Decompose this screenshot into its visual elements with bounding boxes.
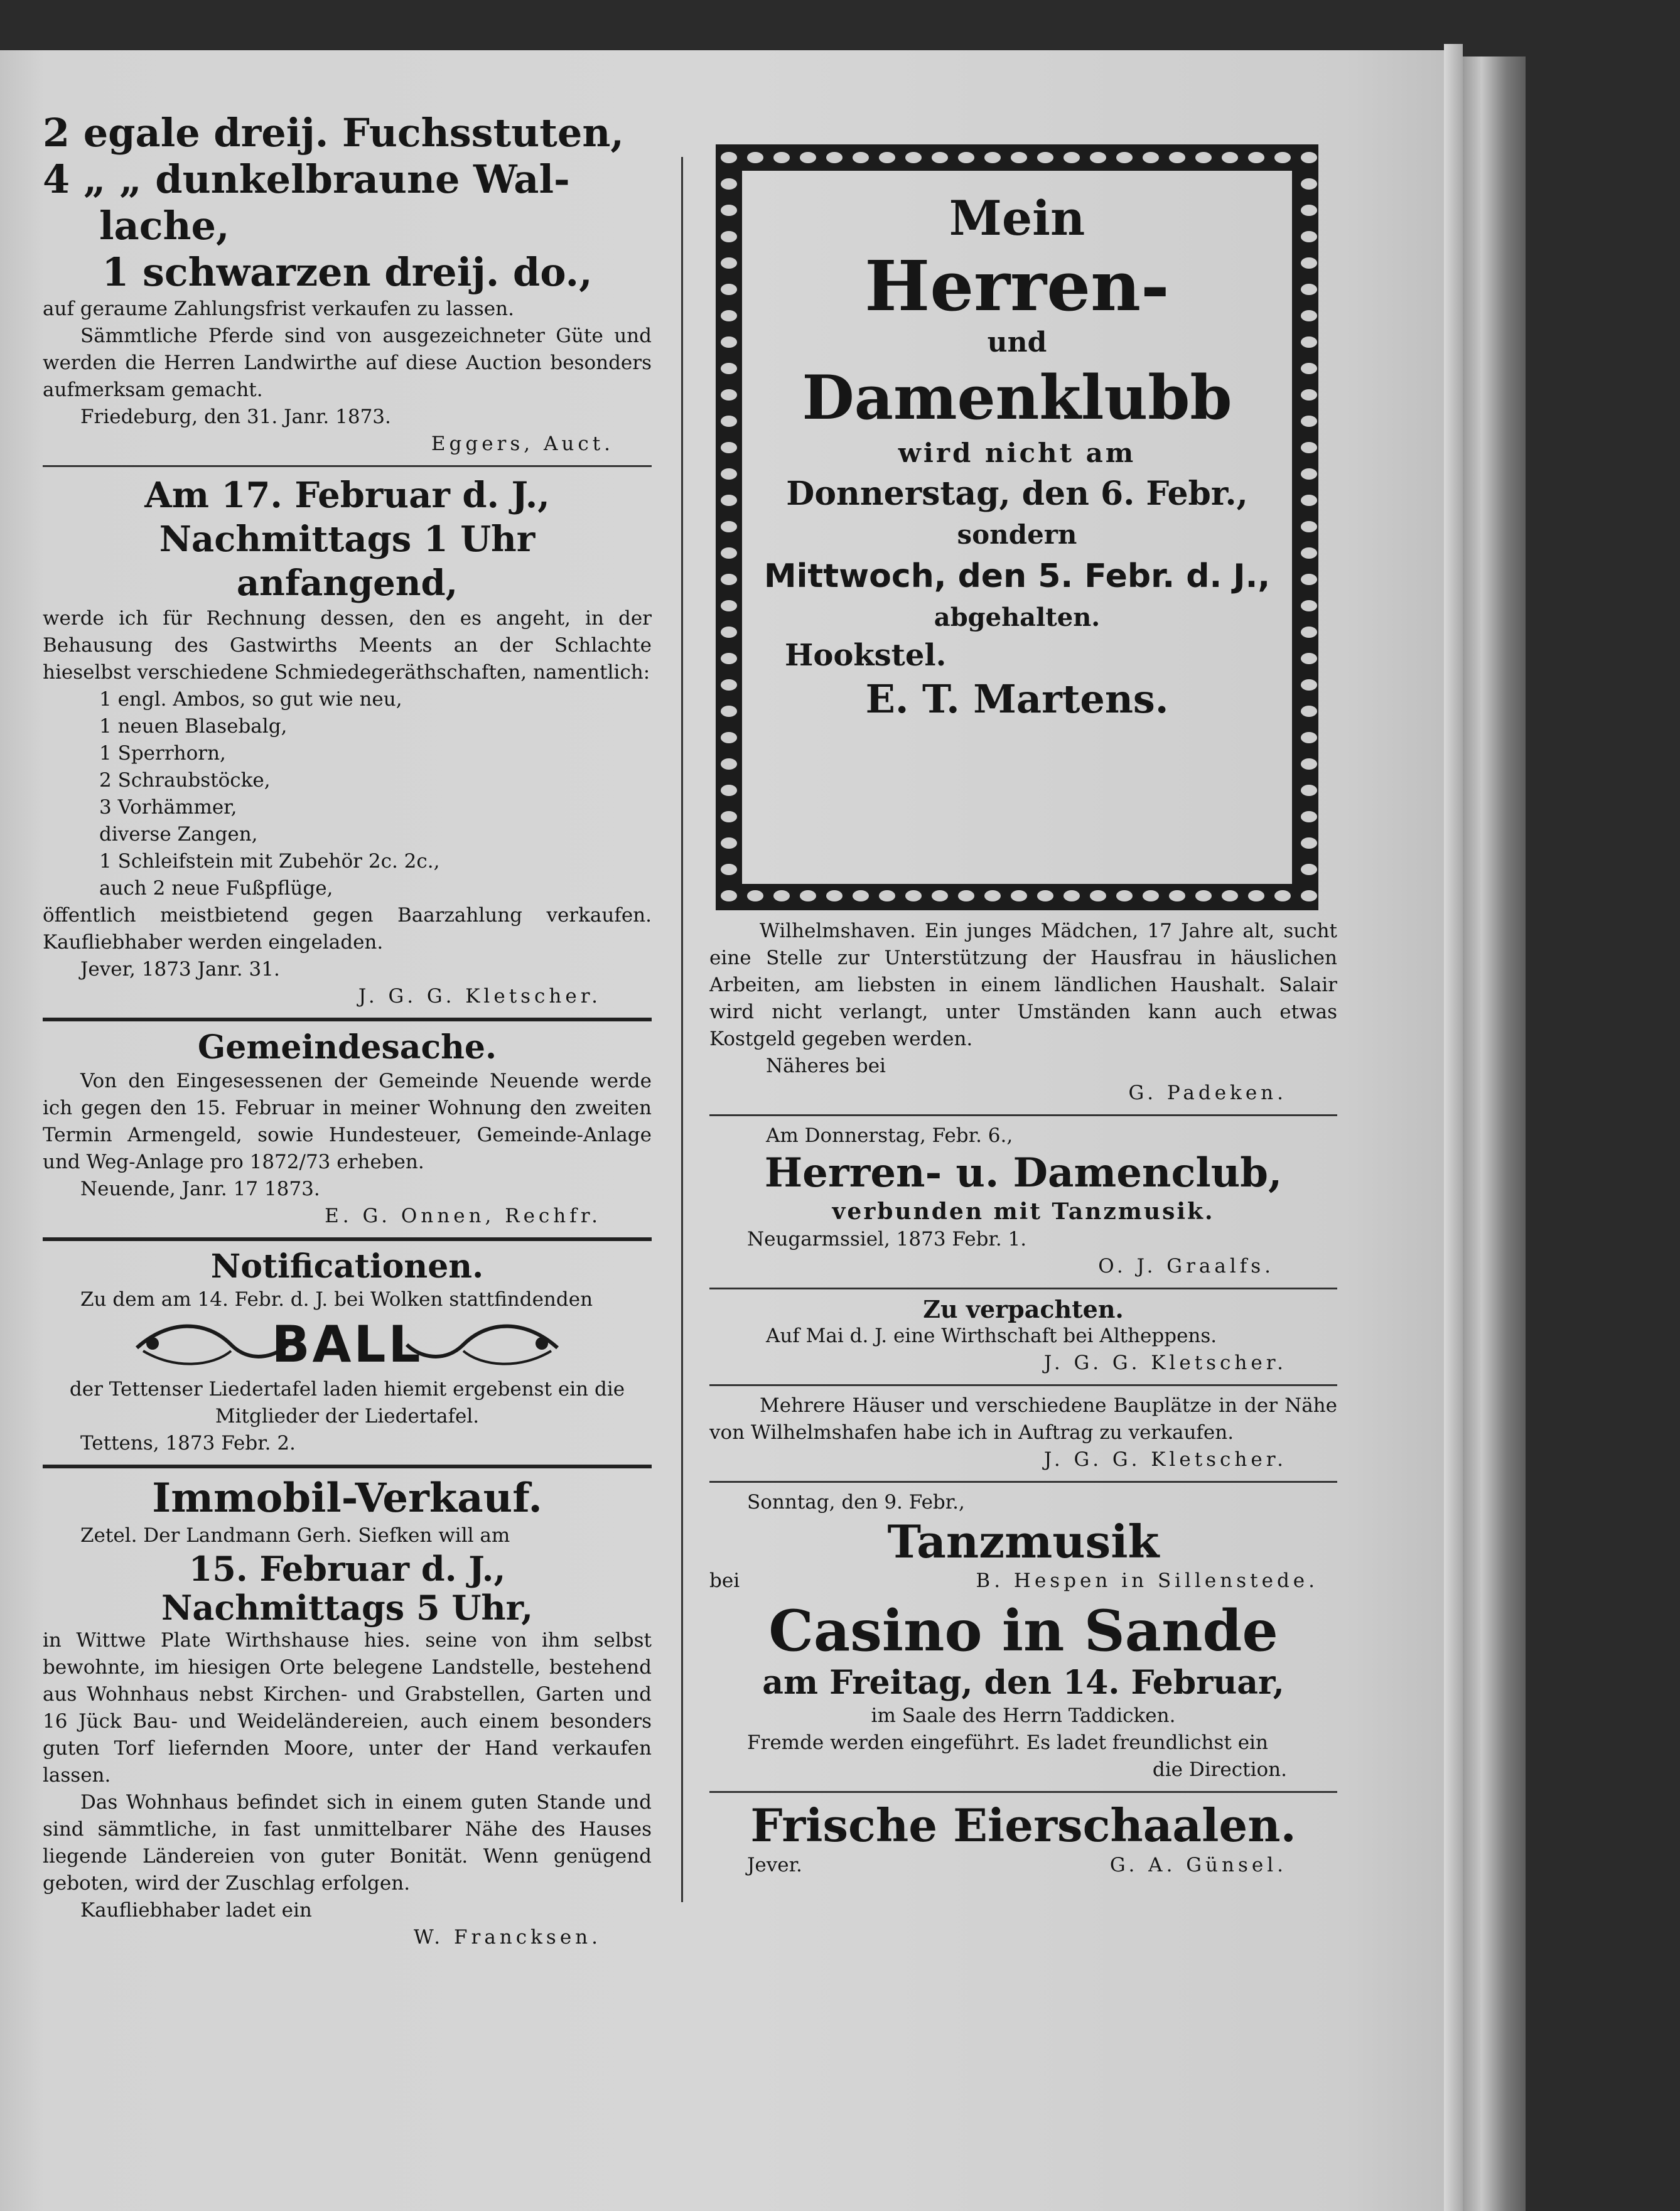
separator xyxy=(709,1384,1337,1386)
heading-line: 1 schwarzen dreij. do., xyxy=(102,249,593,295)
column-divider xyxy=(681,157,683,1902)
ball-title: BALL xyxy=(271,1315,423,1374)
place-date: Jever, 1873 Janr. 31. xyxy=(80,958,280,981)
ad-eierschaalen xyxy=(709,1799,1337,1879)
signature: B. Hespen in Sillenstede. xyxy=(976,1569,1318,1592)
place-date: Jever. xyxy=(747,1854,802,1876)
heading-line: Nachmittags 1 Uhr anfangend, xyxy=(159,519,536,604)
heading-line: Gemeindesache. xyxy=(197,1028,497,1067)
body-text: Sämmtliche Pferde sind von ausgezeichneter Güte und werden die Herren Landwirthe auf diese Auction besonders aufmerksam gemacht. xyxy=(43,325,652,401)
body-text: werde ich für Rechnung dessen, den es angeht, in der Behausung des Gastwirths Meents an der Schlachte hieselbst verschiedene Schmiedegeräthschaften, namentlich: xyxy=(43,607,652,684)
body-text: Näheres bei xyxy=(766,1055,886,1077)
body-text: Zu dem am 14. Febr. d. J. bei Wolken stattfindenden xyxy=(80,1288,593,1311)
club-line: abgehalten. xyxy=(934,603,1101,632)
page-edge xyxy=(1444,44,1463,2211)
club-notice-content xyxy=(760,182,1274,873)
body-text: Zetel. Der Landmann Gerh. Siefken will am xyxy=(80,1524,510,1547)
body-text: Das Wohnhaus befindet sich in einem guten Stande und sind sämmtliche, in fast unmittelbarer Nähe des Hauses liegende Ländereien von guter Bonität. Wenn genügend geboten, wird der Zuschlag erfolgen. xyxy=(43,1791,652,1895)
heading-line: lache, xyxy=(99,203,230,249)
book-spine xyxy=(1463,56,1526,2211)
separator xyxy=(709,1288,1337,1289)
list-item: 1 Schleifstein mit Zubehör 2c. 2c., xyxy=(99,850,440,873)
club-line: Herren- xyxy=(864,245,1170,326)
signature: die Direction. xyxy=(1152,1758,1287,1781)
body-text: Fremde werden eingeführt. Es ladet freundlichst ein xyxy=(747,1731,1268,1754)
heading-line: Zu verpachten. xyxy=(923,1295,1124,1323)
heading-line: am Freitag, den 14. Februar, xyxy=(762,1664,1284,1702)
heading-line: Nachmittags 5 Uhr, xyxy=(161,1588,534,1628)
body-text: bei xyxy=(709,1569,740,1592)
body-text: Am Donnerstag, Febr. 6., xyxy=(766,1124,1013,1147)
ad-herren-damenclub xyxy=(709,1122,1337,1280)
club-line: Damenklubb xyxy=(802,362,1232,433)
body-text: Kaufliebhaber ladet ein xyxy=(80,1899,312,1922)
list-item: diverse Zangen, xyxy=(99,823,258,846)
body-text: Sonntag, den 9. Febr., xyxy=(747,1491,965,1514)
ad-tanzmusik xyxy=(709,1489,1337,1595)
club-line: Donnerstag, den 6. Febr., xyxy=(786,475,1248,513)
club-line: und xyxy=(987,326,1047,358)
signature: J. G. G. Kletscher. xyxy=(1043,1448,1287,1471)
place-date: Neuende, Janr. 17 1873. xyxy=(80,1178,320,1200)
body-text: auf geraume Zahlungsfrist verkaufen zu lassen. xyxy=(43,298,514,320)
list-item: 3 Vorhämmer, xyxy=(99,796,237,819)
heading-line: Notificationen. xyxy=(210,1247,484,1286)
place-date: Neugarmssiel, 1873 Febr. 1. xyxy=(747,1228,1027,1251)
separator xyxy=(43,465,652,467)
body-text: Von den Eingesessenen der Gemeinde Neuende werde ich gegen den 15. Februar in meiner Wohnung den zweiten Termin Armengeld, sowie Hundesteuer, Gemeinde-Anlage und Weg-Anlage pro 1872/73 erheben. xyxy=(43,1070,652,1173)
right-column xyxy=(709,144,1337,2059)
signature: J. G. G. Kletscher. xyxy=(1043,1352,1287,1374)
signature: E. G. Onnen, Rechfr. xyxy=(325,1205,601,1227)
ad-horse-auction xyxy=(43,110,652,458)
club-line: sondern xyxy=(957,519,1077,550)
ad-gemeindesache xyxy=(43,1028,652,1230)
heading-line: verbunden mit Tanzmusik. xyxy=(832,1198,1215,1225)
body-text: Mehrere Häuser und verschiedene Bauplätze in der Nähe von Wilhelmshafen habe ich in Auftrag zu verkaufen. xyxy=(709,1394,1337,1444)
list-item: 2 Schraubstöcke, xyxy=(99,769,271,792)
heading-line: Frische Eierschaalen. xyxy=(750,1799,1296,1852)
ad-zu-verpachten xyxy=(709,1296,1337,1377)
signature: O. J. Graalfs. xyxy=(1098,1255,1274,1278)
item-list xyxy=(43,686,652,902)
list-item: 1 Sperrhorn, xyxy=(99,742,226,765)
separator xyxy=(709,1481,1337,1483)
body-text: im Saale des Herrn Taddicken. xyxy=(871,1704,1176,1727)
separator xyxy=(43,1237,652,1241)
list-item: 1 neuen Blasebalg, xyxy=(99,715,288,738)
body-text: Wilhelmshaven. Ein junges Mädchen, 17 Jahre alt, sucht eine Stelle zur Unterstützung der Hausfrau in häuslichen Arbeiten, am liebsten in einem ländlichen Haushalt. Salair wird nicht verlangt, unter Umständen kann auch etwas Kostgeld gegeben werden. xyxy=(709,920,1337,1050)
signature: Eggers, Auct. xyxy=(431,433,614,455)
left-column xyxy=(43,110,652,2043)
signature: W. Francksen. xyxy=(413,1926,601,1949)
body-line xyxy=(709,1852,1337,1879)
list-item: auch 2 neue Fußpflüge, xyxy=(99,877,333,900)
signature: J. G. G. Kletscher. xyxy=(358,985,601,1008)
club-line: wird nicht am xyxy=(898,438,1136,468)
ball-banner xyxy=(43,1313,652,1376)
list-item: 1 engl. Ambos, so gut wie neu, xyxy=(99,688,402,711)
ad-situation-wanted xyxy=(709,918,1337,1107)
body-text: der Tettenser Liedertafel laden hiemit ergebenst ein die Mitglieder der Liedertafel. xyxy=(69,1378,625,1428)
ad-casino xyxy=(709,1598,1337,1783)
heading-line: 15. Februar d. J., xyxy=(188,1549,506,1589)
ad-haeuser xyxy=(709,1392,1337,1473)
heading-line: Herren- u. Damenclub, xyxy=(764,1149,1283,1197)
signature: G. A. Günsel. xyxy=(1109,1854,1287,1876)
heading-line: Immobil-Verkauf. xyxy=(152,1475,542,1522)
body-text: in Wittwe Plate Wirthshause hies. seine von ihm selbst bewohnte, im hiesigen Orte belegene Landstelle, bestehend aus Wohnhaus nebst Kirchen- und Grabstellen, Garten und 16 Jück Bau- und Weideländereien, auch einem besonders guten Torf liefernden Moore, unter der Hand verkaufen lassen. xyxy=(43,1629,652,1787)
heading-line: 4 „ „ dunkelbraune Wal- xyxy=(43,156,570,202)
separator xyxy=(709,1114,1337,1116)
ad-immobil-verkauf xyxy=(43,1475,652,1951)
club-line: Mittwoch, den 5. Febr. d. J., xyxy=(763,557,1271,595)
heading-line: 2 egale dreij. Fuchsstuten, xyxy=(43,110,625,156)
club-line: E. T. Martens. xyxy=(865,676,1169,722)
body-text: Auf Mai d. J. eine Wirthschaft bei Altheppens. xyxy=(766,1325,1217,1347)
heading-line: Am 17. Februar d. J., xyxy=(144,475,550,516)
heading-line: Casino in Sande xyxy=(768,1598,1278,1664)
separator xyxy=(43,1018,652,1021)
signature: G. Padeken. xyxy=(1128,1082,1287,1104)
club-line: Mein xyxy=(949,190,1085,246)
ad-tool-auction xyxy=(43,473,652,1010)
body-line xyxy=(709,1568,1337,1595)
separator xyxy=(43,1465,652,1468)
body-text: öffentlich meistbietend gegen Baarzahlung verkaufen. Kaufliebhaber werden eingeladen. xyxy=(43,904,652,954)
place-date: Friedeburg, den 31. Janr. 1873. xyxy=(80,406,391,428)
club-notice-frame xyxy=(716,144,1318,910)
heading-line: Tanzmusik xyxy=(887,1515,1160,1568)
ad-notificationen xyxy=(43,1247,652,1457)
place-date: Tettens, 1873 Febr. 2. xyxy=(80,1432,296,1455)
separator xyxy=(709,1791,1337,1793)
club-line: Hookstel. xyxy=(785,638,947,673)
